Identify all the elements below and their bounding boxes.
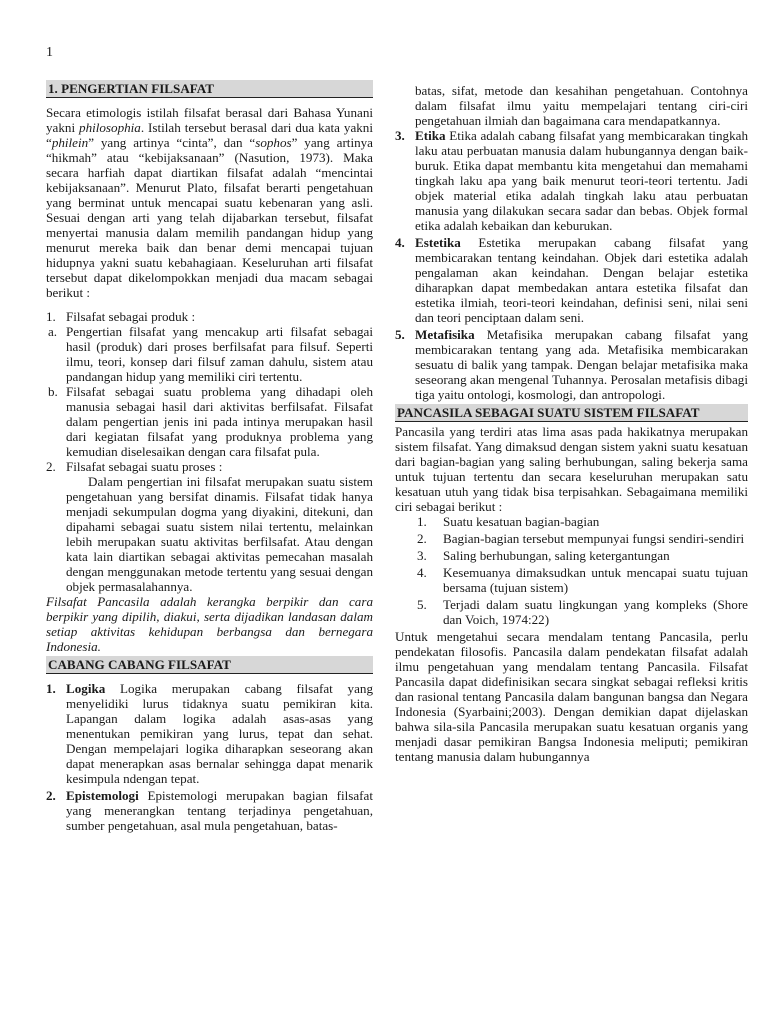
right-column [395, 83, 748, 764]
ciri-text: Saling berhubungan, saling ketergantungan [443, 548, 670, 563]
branch-text: Estetika merupakan cabang filsafat yang membicarakan tentang keindahan. Objek dari estetika adalah pengalaman akan keindahan. Dengan belajar estetika diharapkan dapat membedakan antara estetika filsafat dan estetika ilmiah, teori-teori keindahan, definisi seni, nilai seni dan teori penciptaan dalam seni. [415, 235, 748, 325]
italic-note: Filsafat Pancasila adalah kerangka berpikir dan cara berpikir yang dipilih, diakui, serta dijadikan landasan dalam setiap aktivitas kehidupan berbangsa dan bernegara Indonesia. [46, 594, 373, 654]
list-marker: 5. [395, 327, 405, 342]
list-item-label: Filsafat sebagai suatu proses : [66, 459, 223, 474]
list-marker: 1. [46, 681, 56, 696]
branch-item-logika [46, 681, 373, 786]
ciri-text: Bagian-bagian tersebut mempunyai fungsi sendiri-sendiri [443, 531, 745, 546]
list-item-produk [46, 309, 373, 324]
section-heading-pancasila: PANCASILA SEBAGAI SUATU SISTEM FILSAFAT [395, 404, 748, 422]
list-marker: 4. [417, 565, 427, 580]
branch-item-etika [395, 128, 748, 233]
epistemologi-continued: batas, sifat, metode dan kesahihan pengetahuan. Contohnya dalam filsafat ilmu yaitu mempelajari tentang ciri-ciri pengetahuan ilmiah dan bagaimana cara mendapatkannya. [415, 83, 748, 128]
ciri-text: Kesemuanya dimaksudkan untuk mencapai suatu tujuan bersama (tujuan sistem) [443, 565, 748, 595]
list-item-proses [46, 459, 373, 474]
list-marker: 3. [395, 128, 405, 143]
page-number: 1 [46, 45, 53, 60]
left-column [46, 80, 373, 835]
list-marker: 2. [46, 459, 56, 474]
ciri-text: Terjadi dalam suatu lingkungan yang kompleks (Shore dan Voich, 1974:22) [443, 597, 748, 627]
list-marker: 1. [46, 309, 56, 324]
list-marker: 5. [417, 597, 427, 612]
pancasila-intro-paragraph: Pancasila yang terdiri atas lima asas pada hakikatnya merupakan sistem filsafat. Yang dimaksud dengan sistem yakni suatu kesatuan dari bagian-bagian yang saling berhubungan, saling bekerja sama untuk tujuan tertentu dan secara keseluruhan merupakan satu kesatuan utuh yang tidak bisa terpisahkan. Sebagaimana memiliki ciri sebagai berikut : [395, 424, 748, 514]
sub-item-a [46, 324, 373, 384]
sub-item-b [46, 384, 373, 459]
branch-text: Epistemologi merupakan bagian filsafat yang menerangkan tentang terjadinya pengetahuan, sumber pengetahuan, asal mula pengetahuan, batas- [66, 788, 373, 833]
list-marker: a. [48, 324, 58, 339]
sub-item-text: Filsafat sebagai suatu problema yang dihadapi oleh manusia sebagai hasil dari aktivitas berfilsafat. Filsafat dalam pengertian jenis ini pada intinya merupakan hasil dari kegiatan filsafat yang produknya problema yang kemudian diselesaikan dengan cara filsafat pula. [66, 384, 373, 459]
ciri-item [417, 531, 748, 546]
list-marker: 2. [46, 788, 56, 803]
closing-paragraph: Untuk mengetahui secara mendalam tentang Pancasila, perlu pendekatan filosofis. Pancasila dalam pendekatan filsafat adalah ilmu pengetahuan yang mendalam tentang Pancasila. Filsafat Pancasila dapat didefinisikan secara singkat sebagai refleksi kritis dan rasional tentang Pancasila dalam bangunan bangsa dan Negara Indonesia (Syarbaini;2003). Dengan demikian dapat dijelaskan bahwa sila-sila Pancasila merupakan suatu kesatuan organis yang menjadi dasar pemikiran Bangsa Indonesia meliputi; pemikiran tentang manusia dalam hubungannya [395, 629, 748, 764]
branch-term: Logika [66, 681, 106, 696]
branch-item-epistemologi [46, 788, 373, 833]
branch-text: Etika adalah cabang filsafat yang membicarakan tingkah laku atau perbuatan manusia dalam hubungannya dengan baik-buruk. Etika dapat membantu kita mengetahui dan memahami tingkah laku apa yang baik menurut teori-teori tertentu. Jadi objek material etika adalah tingkah laku atau perbuatan manusia yang dilakukan secara sadar dan bebas. Objek formal etika adalah kebaikan dan keburukan. [415, 128, 748, 233]
list-marker: 2. [417, 531, 427, 546]
list-item-label: Filsafat sebagai produk : [66, 309, 196, 324]
section-heading-cabang-filsafat: CABANG CABANG FILSAFAT [46, 656, 373, 674]
branch-text: Logika merupakan cabang filsafat yang menyelidiki lurus tidaknya suatu pemikiran kita. Lapangan dalam logika adalah asas-asas yang menentukan pemikiran yang lurus, tepat dan sehat. Dengan mempelajari logika diharapkan seseorang akan dapat menerapkan asas bernalar sehingga dapat menarik kesimpula ndengan tepat. [66, 681, 373, 786]
branch-item-estetika [395, 235, 748, 325]
branch-term: Estetika [415, 235, 461, 250]
branch-term: Etika [415, 128, 446, 143]
ciri-text: Suatu kesatuan bagian-bagian [443, 514, 600, 529]
list-marker: b. [48, 384, 58, 399]
intro-paragraph: Secara etimologis istilah filsafat berasal dari Bahasa Yunani yakni philosophia. Istilah tersebut berasal dari dua kata yakni “philein” yang artinya “cinta”, dan “sophos” yang artinya “hikmah” atau “kebijaksanaan” (Nasution, 1973). Maka secara harfiah dapat diartikan filsafat adalah “mencintai kebijaksanaan”. Menurut Plato, filsafat berarti pengetahuan yang berminat untuk mencapai suatu kebenaran yang asli. Sesuai dengan arti yang telah dijabarkan tersebut, filsafat menyertai manusia dalam memilih pandangan hidup yang menurut mereka baik dan benar demi mencapai tujuan hidupnya yakni suatu kebahagiaan. Keseluruhan arti filsafat tersebut dapat dikelompokkan menjadi dua macam sebagai berikut : [46, 105, 373, 300]
sub-item-text: Pengertian filsafat yang mencakup arti filsafat sebagai hasil (produk) dari proses berfilsafat para filsuf. Seperti ilmu, teori, konsep dari filsuf zaman dahulu, sistem atau pandangan hidup yang memiliki ciri tertentu. [66, 324, 373, 384]
section-heading-pengertian-filsafat: 1. PENGERTIAN FILSAFAT [46, 80, 373, 98]
branch-term: Epistemologi [66, 788, 139, 803]
ciri-item [417, 565, 748, 595]
proses-paragraph: Dalam pengertian ini filsafat merupakan suatu sistem pengetahuan yang bersifat dinamis. Filsafat tidak hanya menjadi sekumpulan dogma yang diyakini, ditekuni, dan dipahami sebagai suatu sistem nilai tertentu, melainkan lebih merupakan suatu aktivitas berfilsafat. Atau dengan kata lain diartikan sebagai aktivitas pemecahan masalah dengan menggunakan metode tertentu yang sesuai dengan objek permasalahannya. [66, 474, 373, 594]
ciri-item [417, 514, 748, 529]
ciri-item [417, 548, 748, 563]
ciri-item [417, 597, 748, 627]
list-marker: 1. [417, 514, 427, 529]
list-marker: 4. [395, 235, 405, 250]
branch-term: Metafisika [415, 327, 475, 342]
list-marker: 3. [417, 548, 427, 563]
branch-text: Metafisika merupakan cabang filsafat yang membicarakan tentang yang ada. Metafisika membicarakan sesuatu di balik yang tampak. Dengan belajar metafisika maka seseorang akan mengenal Tuhannya. Perosalan metafisis dibagi tiga yaitu ontologi, kosmologi, dan antropologi. [415, 327, 748, 402]
ciri-list [395, 514, 748, 627]
branch-item-metafisika [395, 327, 748, 402]
